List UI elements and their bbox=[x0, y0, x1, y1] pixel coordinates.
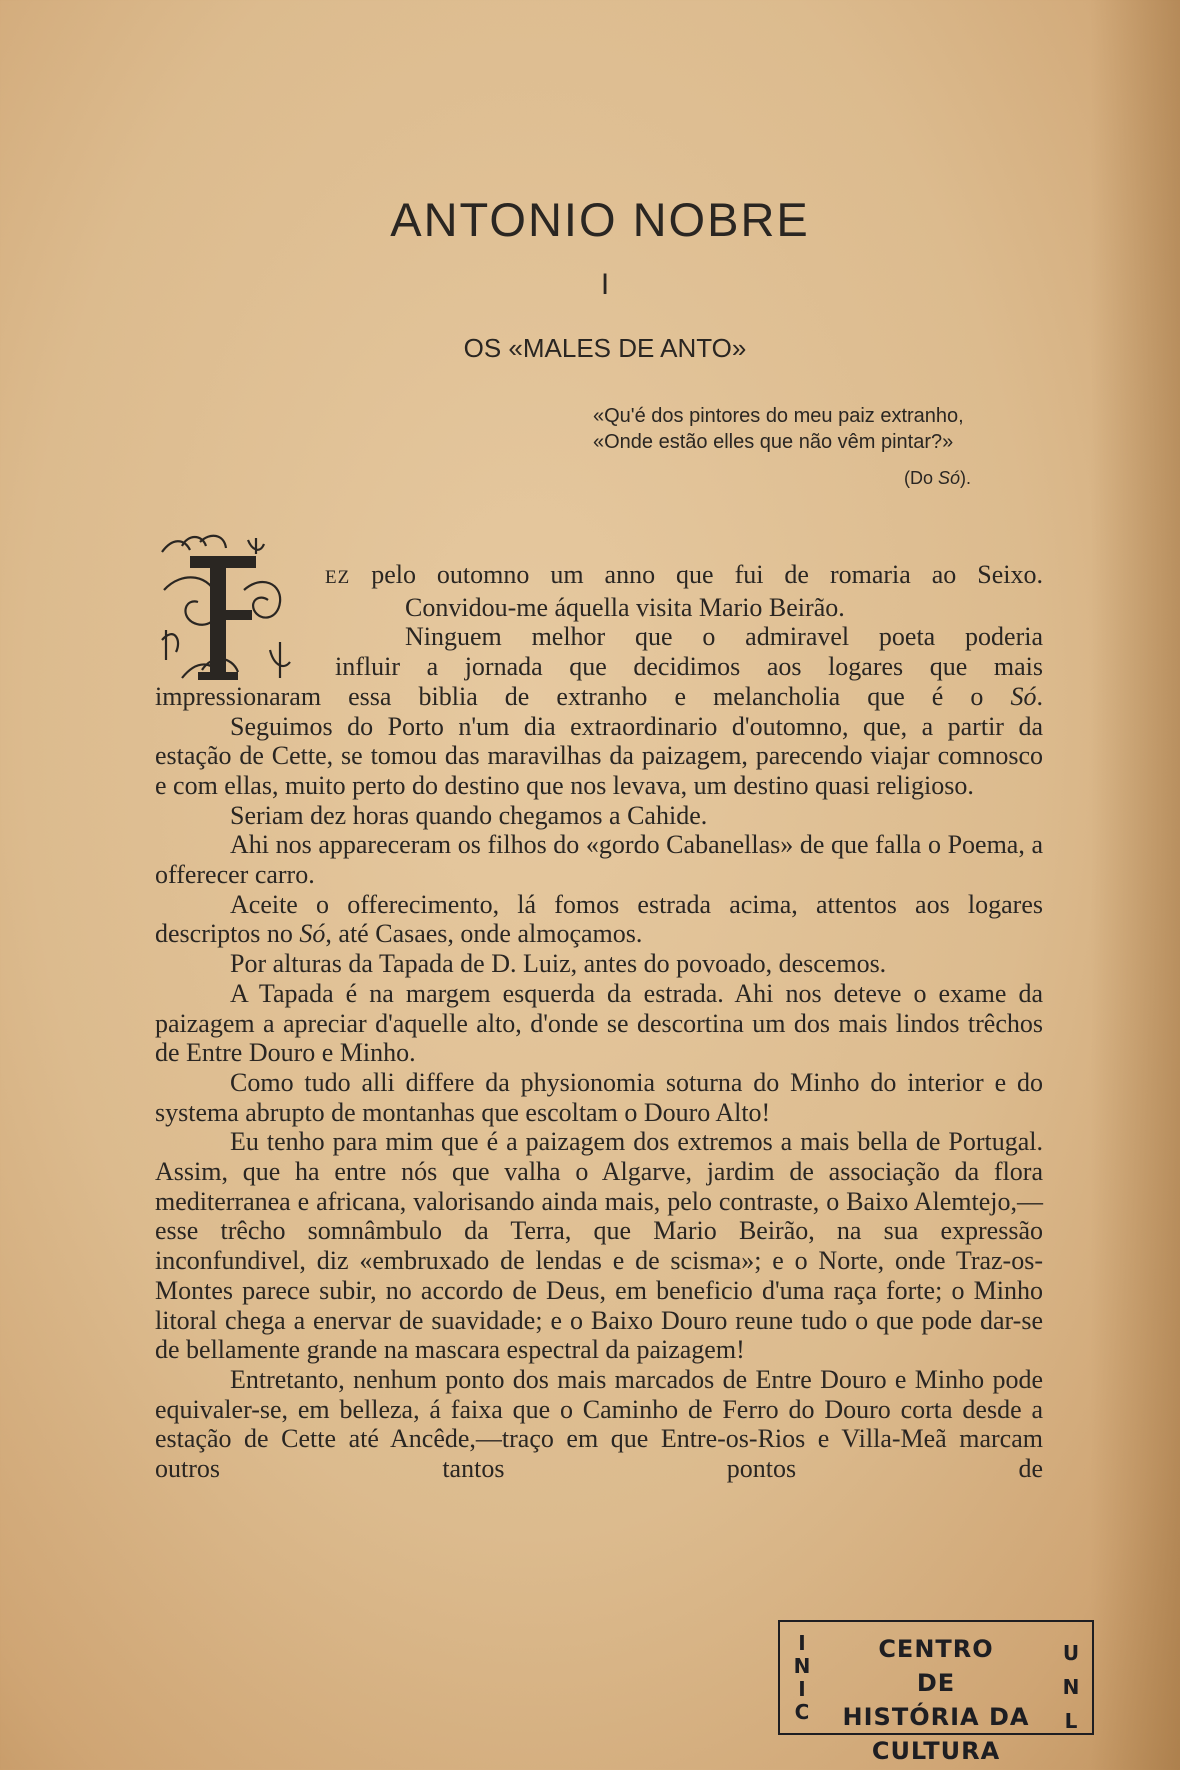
paragraph bbox=[155, 890, 1043, 949]
first-paragraph-line-text: pelo outomno um anno que fui de romaria ao Seixo. bbox=[350, 560, 1043, 589]
epigraph-source-title: Só bbox=[937, 468, 960, 488]
first-paragraph bbox=[325, 560, 1043, 682]
stamp-line: CENTRO bbox=[878, 1635, 994, 1663]
paragraph: A Tapada é na margem esquerda da estrada. Ahi nos deteve o exame da paizagem a apreciar d'aquelle alto, d'onde se descortina um dos mais lindos trêchos de Entre Douro e Minho. bbox=[155, 978, 1043, 1068]
paragraph: Seriam dez horas quando chegamos a Cahide. bbox=[230, 800, 708, 830]
chapter-title: ANTONIO NOBRE bbox=[390, 193, 810, 246]
epigraph-line: «Onde estão elles que não vêm pintar?» bbox=[593, 431, 954, 453]
stamp-letter: I bbox=[798, 1677, 806, 1701]
book-title: Só bbox=[1010, 681, 1037, 711]
body-text bbox=[155, 560, 1043, 1484]
section-numeral: I bbox=[600, 268, 610, 301]
paragraph-text: . bbox=[1036, 681, 1043, 711]
epigraph bbox=[593, 403, 1063, 491]
epigraph-source-post: ). bbox=[960, 468, 971, 488]
paragraph-text: Aceite o offerecimento, lá fomos estrada acima, attentos aos logares descriptos no bbox=[155, 889, 1043, 949]
paragraph: Eu tenho para mim que é a paizagem dos extremos a mais bella de Portugal. Assim, que ha entre nós que valha o Algarve, jardim de associação da flora mediterranea e africana, valorisando ainda mais, pelo contraste, o Baixo Alemtejo,—esse trêcho somnâmbulo da Terra, que Mario Beirão, na sua expressão inconfundivel, diz «embruxado de lendas e de scisma»; e o Norte, onde Traz-os-Montes parece subir, no accordo de Deus, em beneficio d'uma raça forte; o Minho litoral chega a enervar de suavidade; e o Baixo Douro reune tudo o que pode dar-se de bellamente grande na mascara espectral da paizagem! bbox=[155, 1127, 1043, 1365]
stamp-letter: I bbox=[798, 1631, 806, 1655]
epigraph-source bbox=[593, 465, 1063, 491]
stamp-letter: L bbox=[1064, 1709, 1078, 1733]
first-paragraph-line bbox=[325, 560, 1043, 593]
stamp-letter: U bbox=[1062, 1641, 1080, 1665]
paragraph: Por alturas da Tapada de D. Luiz, antes do povoado, descemos. bbox=[230, 949, 887, 979]
stamp-letter: N bbox=[793, 1654, 811, 1678]
library-stamp bbox=[778, 1620, 1094, 1765]
first-paragraph-line: Convidou-me áquella visita Mario Beirão. bbox=[405, 592, 845, 622]
stamp-center-text bbox=[830, 1632, 1042, 1768]
stamp-right-letters bbox=[1060, 1636, 1082, 1738]
stamp-line: HISTÓRIA DA CULTURA bbox=[842, 1703, 1030, 1765]
stamp-letter: C bbox=[794, 1700, 810, 1724]
paragraph: Seguimos do Porto n'um dia extraordinario d'outomno, que, a partir da estação de Cette, se tomou das maravilhas da paizagem, parecendo viajar comnosco e com ellas, muito perto do destino que nos levava, um destino quasi religioso. bbox=[155, 711, 1043, 800]
epigraph-source-pre: (Do bbox=[903, 468, 938, 488]
book-title: Só bbox=[299, 919, 326, 949]
paragraph: Entretanto, nenhum ponto dos mais marcados de Entre Douro e Minho pode equivaler-se, em belleza, á faixa que o Caminho de Ferro do Douro corta desde a estação de Cette até Ancêde,—traço em que Entre-os-Rios e Villa-Meã marcam outros tantos pontos de bbox=[155, 1364, 1043, 1484]
paragraph-text: , até Casaes, onde almoçamos. bbox=[325, 919, 643, 949]
first-paragraph-line: influir a jornada que decidimos aos logares que mais bbox=[335, 652, 1043, 682]
page-edge-shadow bbox=[1090, 0, 1180, 1770]
stamp-left-letters bbox=[792, 1632, 812, 1724]
paragraph: Ahi nos appareceram os filhos do «gordo Cabanellas» de que falla o Poema, a offerecer carro. bbox=[155, 830, 1043, 890]
epigraph-line: «Qu'é dos pintores do meu paiz extranho, bbox=[593, 405, 964, 427]
dropcap-continuation: EZ bbox=[325, 567, 351, 588]
section-subtitle: OS «MALES DE ANTO» bbox=[463, 333, 747, 363]
stamp-letter: N bbox=[1062, 1675, 1080, 1699]
paragraph bbox=[155, 682, 1043, 712]
paragraph-text: impressionaram essa biblia de extranho e melancholia que é o bbox=[155, 681, 1011, 711]
paragraph: Como tudo alli differe da physionomia soturna do Minho do interior e do systema abrupto de montanhas que escoltam o Douro Alto! bbox=[155, 1067, 1043, 1127]
stamp-line: DE bbox=[916, 1669, 956, 1697]
first-paragraph-line: Ninguem melhor que o admiravel poeta poderia bbox=[405, 622, 1043, 652]
